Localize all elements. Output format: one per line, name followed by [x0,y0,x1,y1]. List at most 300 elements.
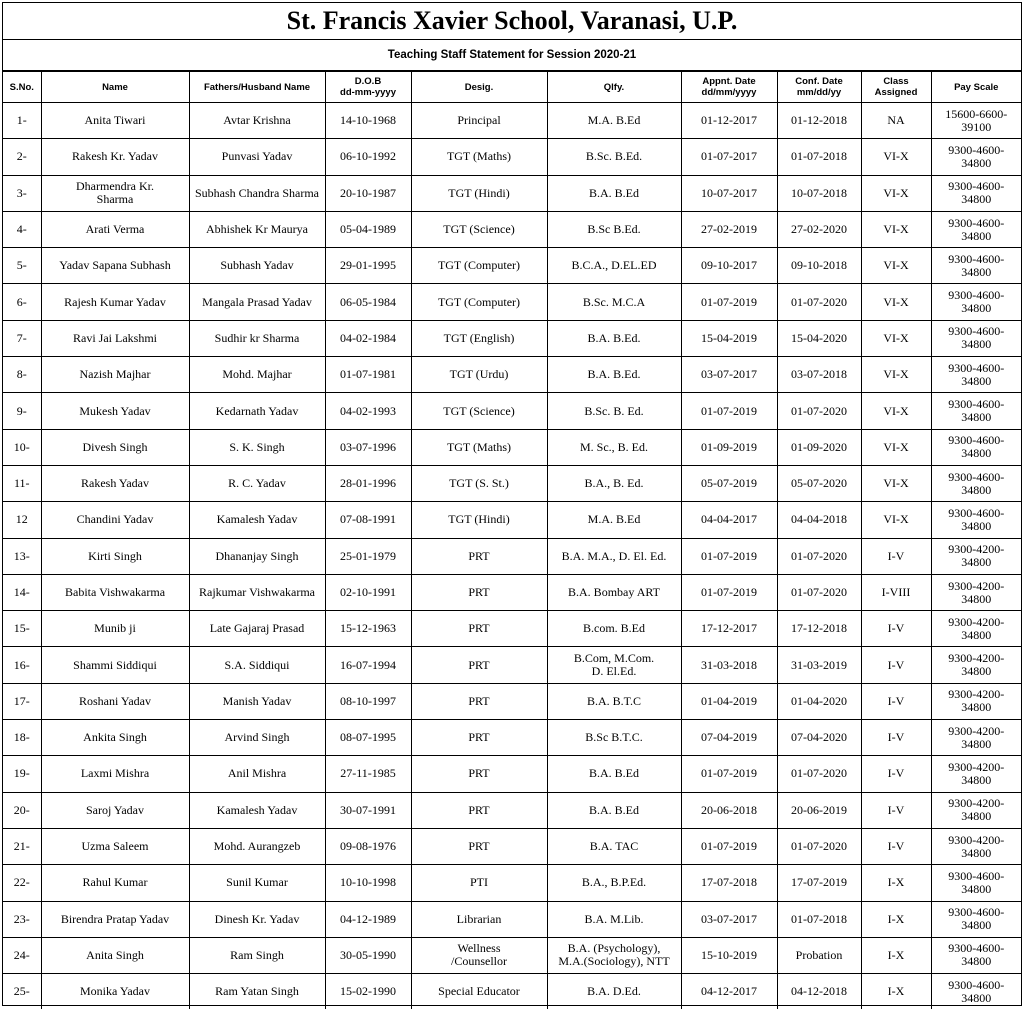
cell-confirmation-date: Probation [777,937,861,973]
cell-designation [411,175,547,211]
cell-name [41,647,189,683]
cell-father-name: Rajkumar Vishwakarma [189,574,325,610]
cell-sno: 16- [3,647,41,683]
cell-name-line: Rakesh Kr. Yadav [44,150,187,163]
cell-confirmation-date: 01-07-2020 [777,828,861,864]
cell-dob: 02-10-1991 [325,574,411,610]
cell-pay-scale: 9300-4600-34800 [931,357,1021,393]
cell-pay-scale: 9300-4200-34800 [931,647,1021,683]
cell-designation [411,357,547,393]
header-conf-line2: mm/dd/yy [780,87,859,98]
cell-name-line: Divesh Singh [44,441,187,454]
cell-qualification-line: B.A. B.Ed [550,804,679,817]
cell-confirmation-date: 07-04-2020 [777,720,861,756]
header-qlfy: Qlfy. [547,72,681,103]
cell-qualification [547,393,681,429]
cell-qualification-line: B.A., B. Ed. [550,477,679,490]
cell-appointment-date: 09-10-2017 [681,248,777,284]
cell-name-line: Rahul Kumar [44,876,187,889]
cell-qualification-line: M. Sc., B. Ed. [550,441,679,454]
cell-qualification-line: B.A. TAC [550,840,679,853]
cell-class-assigned: I-V [861,683,931,719]
cell-pay-scale: 9300-4600-34800 [931,175,1021,211]
cell-name-line: Ravi Jai Lakshmi [44,332,187,345]
cell-pay-scale: 9300-4600-34800 [931,429,1021,465]
cell-class-assigned: VI-X [861,465,931,501]
cell-qualification-line: B.Sc. B. Ed. [550,405,679,418]
table-row [3,393,1021,429]
cell-appointment-date: 15-04-2019 [681,320,777,356]
cell-appointment-date: 10-07-2017 [681,175,777,211]
cell-designation [411,720,547,756]
cell-qualification [547,429,681,465]
table-row [3,211,1021,247]
cell-designation [411,465,547,501]
cell-class-assigned: VI-X [861,175,931,211]
table-row [3,357,1021,393]
cell-name [41,937,189,973]
cell-qualification-line: B.C.A., D.EL.ED [550,259,679,272]
table-row [3,320,1021,356]
cell-father-name: Arvind Singh [189,720,325,756]
cell-dob: 30-07-1991 [325,792,411,828]
cell-dob: 15-12-1963 [325,611,411,647]
cell-class-assigned: I-V [861,828,931,864]
cell-qualification [547,647,681,683]
cell-designation-line: TGT (Maths) [414,441,545,454]
cell-qualification [547,139,681,175]
cell-qualification [547,538,681,574]
cell-designation-line: Principal [414,114,545,127]
cell-father-name: Punvasi Yadav [189,139,325,175]
cell-sno: 8- [3,357,41,393]
cell-qualification-line: B.A. B.Ed [550,767,679,780]
cell-appointment-date: 01-12-2017 [681,103,777,139]
header-dob-line1: D.O.B [328,76,409,87]
cell-dob: 30-05-1990 [325,937,411,973]
cell-designation-line: PRT [414,804,545,817]
header-appnt-date [681,72,777,103]
cell-designation-line: /Counsellor [414,955,545,968]
table-header-row [3,72,1021,103]
cell-confirmation-date: 01-07-2020 [777,574,861,610]
cell-name [41,139,189,175]
cell-qualification [547,320,681,356]
cell-designation-line: TGT (Science) [414,405,545,418]
cell-name-line: Dharmendra Kr. [44,180,187,193]
cell-sno: 18- [3,720,41,756]
cell-designation-line: TGT (Urdu) [414,368,545,381]
cell-sno: 7- [3,320,41,356]
cell-designation [411,502,547,538]
cell-dob: 06-10-1992 [325,139,411,175]
cell-dob: 05-04-1989 [325,211,411,247]
cell-qualification-line: B.A. M.A., D. El. Ed. [550,550,679,563]
cell-qualification-line: B.Sc. B.Ed. [550,150,679,163]
cell-name [41,429,189,465]
cell-appointment-date: 15-10-2019 [681,937,777,973]
cell-dob: 27-11-1985 [325,756,411,792]
table-row [3,901,1021,937]
cell-qualification [547,465,681,501]
cell-class-assigned: VI-X [861,211,931,247]
cell-qualification [547,357,681,393]
cell-designation [411,611,547,647]
cell-name-line: Monika Yadav [44,985,187,998]
cell-dob: 09-08-1976 [325,828,411,864]
table-body [3,103,1021,1009]
cell-designation [411,211,547,247]
cell-class-assigned: I-V [861,756,931,792]
cell-appointment-date: 01-07-2019 [681,538,777,574]
cell-father-name: Sunil Kumar [189,865,325,901]
cell-qualification [547,901,681,937]
cell-pay-scale: 9300-4600-34800 [931,465,1021,501]
cell-pay-scale: 9300-4600-34800 [931,502,1021,538]
cell-name-line: Kirti Singh [44,550,187,563]
cell-appointment-date: 07-04-2019 [681,720,777,756]
cell-designation-line: PRT [414,659,545,672]
cell-dob: 15-02-1990 [325,974,411,1009]
cell-name [41,393,189,429]
cell-class-assigned: VI-X [861,139,931,175]
cell-qualification [547,683,681,719]
cell-name [41,502,189,538]
cell-name-line: Rakesh Yadav [44,477,187,490]
table-row [3,139,1021,175]
cell-appointment-date: 17-07-2018 [681,865,777,901]
cell-name-line: Shammi Siddiqui [44,659,187,672]
cell-father-name: Manish Yadav [189,683,325,719]
cell-confirmation-date: 17-12-2018 [777,611,861,647]
cell-designation-line: PRT [414,767,545,780]
cell-dob: 01-07-1981 [325,357,411,393]
cell-qualification-line: B.A. M.Lib. [550,913,679,926]
cell-class-assigned: NA [861,103,931,139]
table-row [3,865,1021,901]
cell-name-line: Sharma [44,193,187,206]
staff-statement-sheet [2,2,1022,1006]
cell-designation-line: TGT (Maths) [414,150,545,163]
cell-dob: 04-02-1984 [325,320,411,356]
cell-name-line: Mukesh Yadav [44,405,187,418]
cell-designation-line: PRT [414,622,545,635]
cell-sno: 22- [3,865,41,901]
cell-pay-scale: 9300-4600-34800 [931,901,1021,937]
cell-designation-line: PRT [414,586,545,599]
cell-father-name: Mohd. Majhar [189,357,325,393]
cell-sno: 3- [3,175,41,211]
cell-sno: 2- [3,139,41,175]
cell-designation [411,792,547,828]
cell-pay-scale: 9300-4200-34800 [931,683,1021,719]
cell-qualification-line: B.A. (Psychology), [550,942,679,955]
cell-class-assigned: VI-X [861,248,931,284]
cell-sno: 1- [3,103,41,139]
cell-sno: 14- [3,574,41,610]
cell-pay-scale: 9300-4200-34800 [931,828,1021,864]
cell-qualification-line: B.A. B.Ed. [550,368,679,381]
cell-dob: 10-10-1998 [325,865,411,901]
header-sno: S.No. [3,72,41,103]
cell-designation [411,974,547,1009]
cell-class-assigned: I-V [861,647,931,683]
cell-father-name: Ram Yatan Singh [189,974,325,1009]
cell-appointment-date: 04-04-2017 [681,502,777,538]
cell-qualification [547,611,681,647]
cell-name [41,211,189,247]
header-appnt-line2: dd/mm/yyyy [684,87,775,98]
cell-sno: 6- [3,284,41,320]
cell-father-name: Kamalesh Yadav [189,502,325,538]
cell-designation-line: TGT (Computer) [414,259,545,272]
cell-pay-scale: 9300-4200-34800 [931,538,1021,574]
table-row [3,683,1021,719]
cell-name [41,320,189,356]
cell-designation [411,901,547,937]
cell-designation [411,248,547,284]
header-conf-date [777,72,861,103]
cell-name [41,248,189,284]
cell-father-name: Subhash Chandra Sharma [189,175,325,211]
cell-name-line: Babita Vishwakarma [44,586,187,599]
cell-class-assigned: I-V [861,611,931,647]
cell-father-name: Dhananjay Singh [189,538,325,574]
cell-qualification-line: D. El.Ed. [550,665,679,678]
cell-class-assigned: VI-X [861,502,931,538]
cell-class-assigned: VI-X [861,284,931,320]
cell-class-assigned: VI-X [861,429,931,465]
cell-pay-scale: 9300-4600-34800 [931,248,1021,284]
cell-name [41,901,189,937]
cell-designation [411,828,547,864]
cell-qualification-line: B.A. B.T.C [550,695,679,708]
cell-pay-scale: 9300-4200-34800 [931,720,1021,756]
cell-appointment-date: 05-07-2019 [681,465,777,501]
table-row [3,574,1021,610]
cell-sno: 9- [3,393,41,429]
cell-pay-scale: 9300-4600-34800 [931,211,1021,247]
cell-qualification [547,792,681,828]
cell-qualification [547,502,681,538]
cell-name-line: Munib ji [44,622,187,635]
cell-name [41,828,189,864]
cell-qualification [547,211,681,247]
cell-pay-scale: 9300-4600-34800 [931,139,1021,175]
cell-father-name: Dinesh Kr. Yadav [189,901,325,937]
cell-class-assigned: I-V [861,538,931,574]
table-row [3,756,1021,792]
cell-confirmation-date: 03-07-2018 [777,357,861,393]
cell-class-assigned: VI-X [861,320,931,356]
header-appnt-line1: Appnt. Date [684,76,775,87]
cell-class-assigned: I-X [861,865,931,901]
table-row [3,792,1021,828]
cell-confirmation-date: 01-12-2018 [777,103,861,139]
cell-appointment-date: 04-12-2017 [681,974,777,1009]
cell-appointment-date: 31-03-2018 [681,647,777,683]
cell-qualification-line: B.Sc B.Ed. [550,223,679,236]
cell-father-name: Sudhir kr Sharma [189,320,325,356]
cell-sno: 21- [3,828,41,864]
cell-designation [411,683,547,719]
cell-appointment-date: 20-06-2018 [681,792,777,828]
cell-dob: 28-01-1996 [325,465,411,501]
cell-designation-line: TGT (Science) [414,223,545,236]
cell-designation-line: TGT (Hindi) [414,513,545,526]
table-row [3,465,1021,501]
cell-confirmation-date: 15-04-2020 [777,320,861,356]
cell-appointment-date: 01-07-2019 [681,393,777,429]
cell-dob: 14-10-1968 [325,103,411,139]
cell-appointment-date: 01-07-2017 [681,139,777,175]
table-row [3,611,1021,647]
cell-designation-line: PTI [414,876,545,889]
cell-dob: 25-01-1979 [325,538,411,574]
cell-name [41,103,189,139]
cell-pay-scale: 9300-4200-34800 [931,574,1021,610]
cell-dob: 20-10-1987 [325,175,411,211]
cell-confirmation-date: 01-07-2020 [777,284,861,320]
cell-father-name: Mangala Prasad Yadav [189,284,325,320]
cell-class-assigned: I-VIII [861,574,931,610]
cell-dob: 29-01-1995 [325,248,411,284]
cell-pay-scale: 9300-4600-34800 [931,865,1021,901]
cell-designation-line: PRT [414,731,545,744]
cell-designation-line: TGT (English) [414,332,545,345]
table-row [3,538,1021,574]
cell-class-assigned: I-X [861,901,931,937]
cell-name [41,574,189,610]
cell-designation [411,320,547,356]
cell-qualification [547,937,681,973]
cell-dob: 08-07-1995 [325,720,411,756]
cell-name [41,611,189,647]
cell-name [41,465,189,501]
cell-qualification-line: M.A. B.Ed [550,114,679,127]
cell-father-name: S. K. Singh [189,429,325,465]
table-row [3,103,1021,139]
cell-confirmation-date: 17-07-2019 [777,865,861,901]
cell-confirmation-date: 01-07-2018 [777,901,861,937]
cell-confirmation-date: 01-04-2020 [777,683,861,719]
cell-qualification [547,974,681,1009]
cell-designation-line: PRT [414,550,545,563]
cell-dob: 07-08-1991 [325,502,411,538]
cell-appointment-date: 01-07-2019 [681,284,777,320]
header-name: Name [41,72,189,103]
cell-name-line: Uzma Saleem [44,840,187,853]
cell-qualification-line: B.Com, M.Com. [550,652,679,665]
cell-father-name: Subhash Yadav [189,248,325,284]
cell-father-name: Avtar Krishna [189,103,325,139]
cell-qualification-line: B.A. Bombay ART [550,586,679,599]
cell-father-name: Anil Mishra [189,756,325,792]
cell-name-line: Saroj Yadav [44,804,187,817]
cell-appointment-date: 03-07-2017 [681,357,777,393]
cell-qualification-line: B.com. B.Ed [550,622,679,635]
cell-confirmation-date: 01-07-2020 [777,756,861,792]
cell-confirmation-date: 01-07-2020 [777,393,861,429]
cell-dob: 03-07-1996 [325,429,411,465]
cell-father-name: R. C. Yadav [189,465,325,501]
cell-name-line: Anita Tiwari [44,114,187,127]
cell-name-line: Roshani Yadav [44,695,187,708]
table-row [3,175,1021,211]
cell-designation [411,574,547,610]
table-row [3,429,1021,465]
cell-sno: 20- [3,792,41,828]
cell-appointment-date: 01-09-2019 [681,429,777,465]
cell-appointment-date: 03-07-2017 [681,901,777,937]
cell-qualification [547,720,681,756]
cell-designation [411,429,547,465]
cell-qualification-line: B.Sc B.T.C. [550,731,679,744]
table-row [3,284,1021,320]
cell-designation [411,103,547,139]
header-desig: Desig. [411,72,547,103]
cell-designation-line: TGT (S. St.) [414,477,545,490]
cell-designation [411,937,547,973]
cell-father-name: Late Gajaraj Prasad [189,611,325,647]
cell-dob: 08-10-1997 [325,683,411,719]
cell-sno: 11- [3,465,41,501]
table-row [3,937,1021,973]
cell-confirmation-date: 31-03-2019 [777,647,861,683]
table-row [3,248,1021,284]
cell-name-line: Ankita Singh [44,731,187,744]
cell-qualification [547,103,681,139]
cell-confirmation-date: 04-04-2018 [777,502,861,538]
header-father: Fathers/Husband Name [189,72,325,103]
cell-dob: 06-05-1984 [325,284,411,320]
cell-appointment-date: 01-07-2019 [681,756,777,792]
cell-sno: 15- [3,611,41,647]
cell-name-line: Rajesh Kumar Yadav [44,296,187,309]
cell-designation-line: PRT [414,840,545,853]
cell-confirmation-date: 10-07-2018 [777,175,861,211]
cell-name [41,756,189,792]
cell-name [41,357,189,393]
table-row [3,502,1021,538]
cell-name [41,175,189,211]
cell-qualification [547,574,681,610]
cell-class-assigned: VI-X [861,357,931,393]
cell-sno: 10- [3,429,41,465]
cell-appointment-date: 01-04-2019 [681,683,777,719]
cell-class-assigned: I-V [861,720,931,756]
cell-name-line: Arati Verma [44,223,187,236]
cell-confirmation-date: 05-07-2020 [777,465,861,501]
cell-name-line: Anita Singh [44,949,187,962]
cell-pay-scale: 15600-6600-39100 [931,103,1021,139]
cell-qualification [547,248,681,284]
cell-name-line: Yadav Sapana Subhash [44,259,187,272]
cell-qualification [547,828,681,864]
cell-confirmation-date: 09-10-2018 [777,248,861,284]
cell-confirmation-date: 01-07-2018 [777,139,861,175]
cell-designation [411,865,547,901]
school-title: St. Francis Xavier School, Varanasi, U.P. [3,3,1021,40]
staff-table [3,71,1021,1009]
cell-sno: 23- [3,901,41,937]
cell-appointment-date: 27-02-2019 [681,211,777,247]
cell-pay-scale: 9300-4600-34800 [931,937,1021,973]
statement-title: Teaching Staff Statement for Session 2020-21 [3,40,1021,71]
cell-name [41,792,189,828]
cell-pay-scale: 9300-4200-34800 [931,611,1021,647]
cell-name [41,538,189,574]
